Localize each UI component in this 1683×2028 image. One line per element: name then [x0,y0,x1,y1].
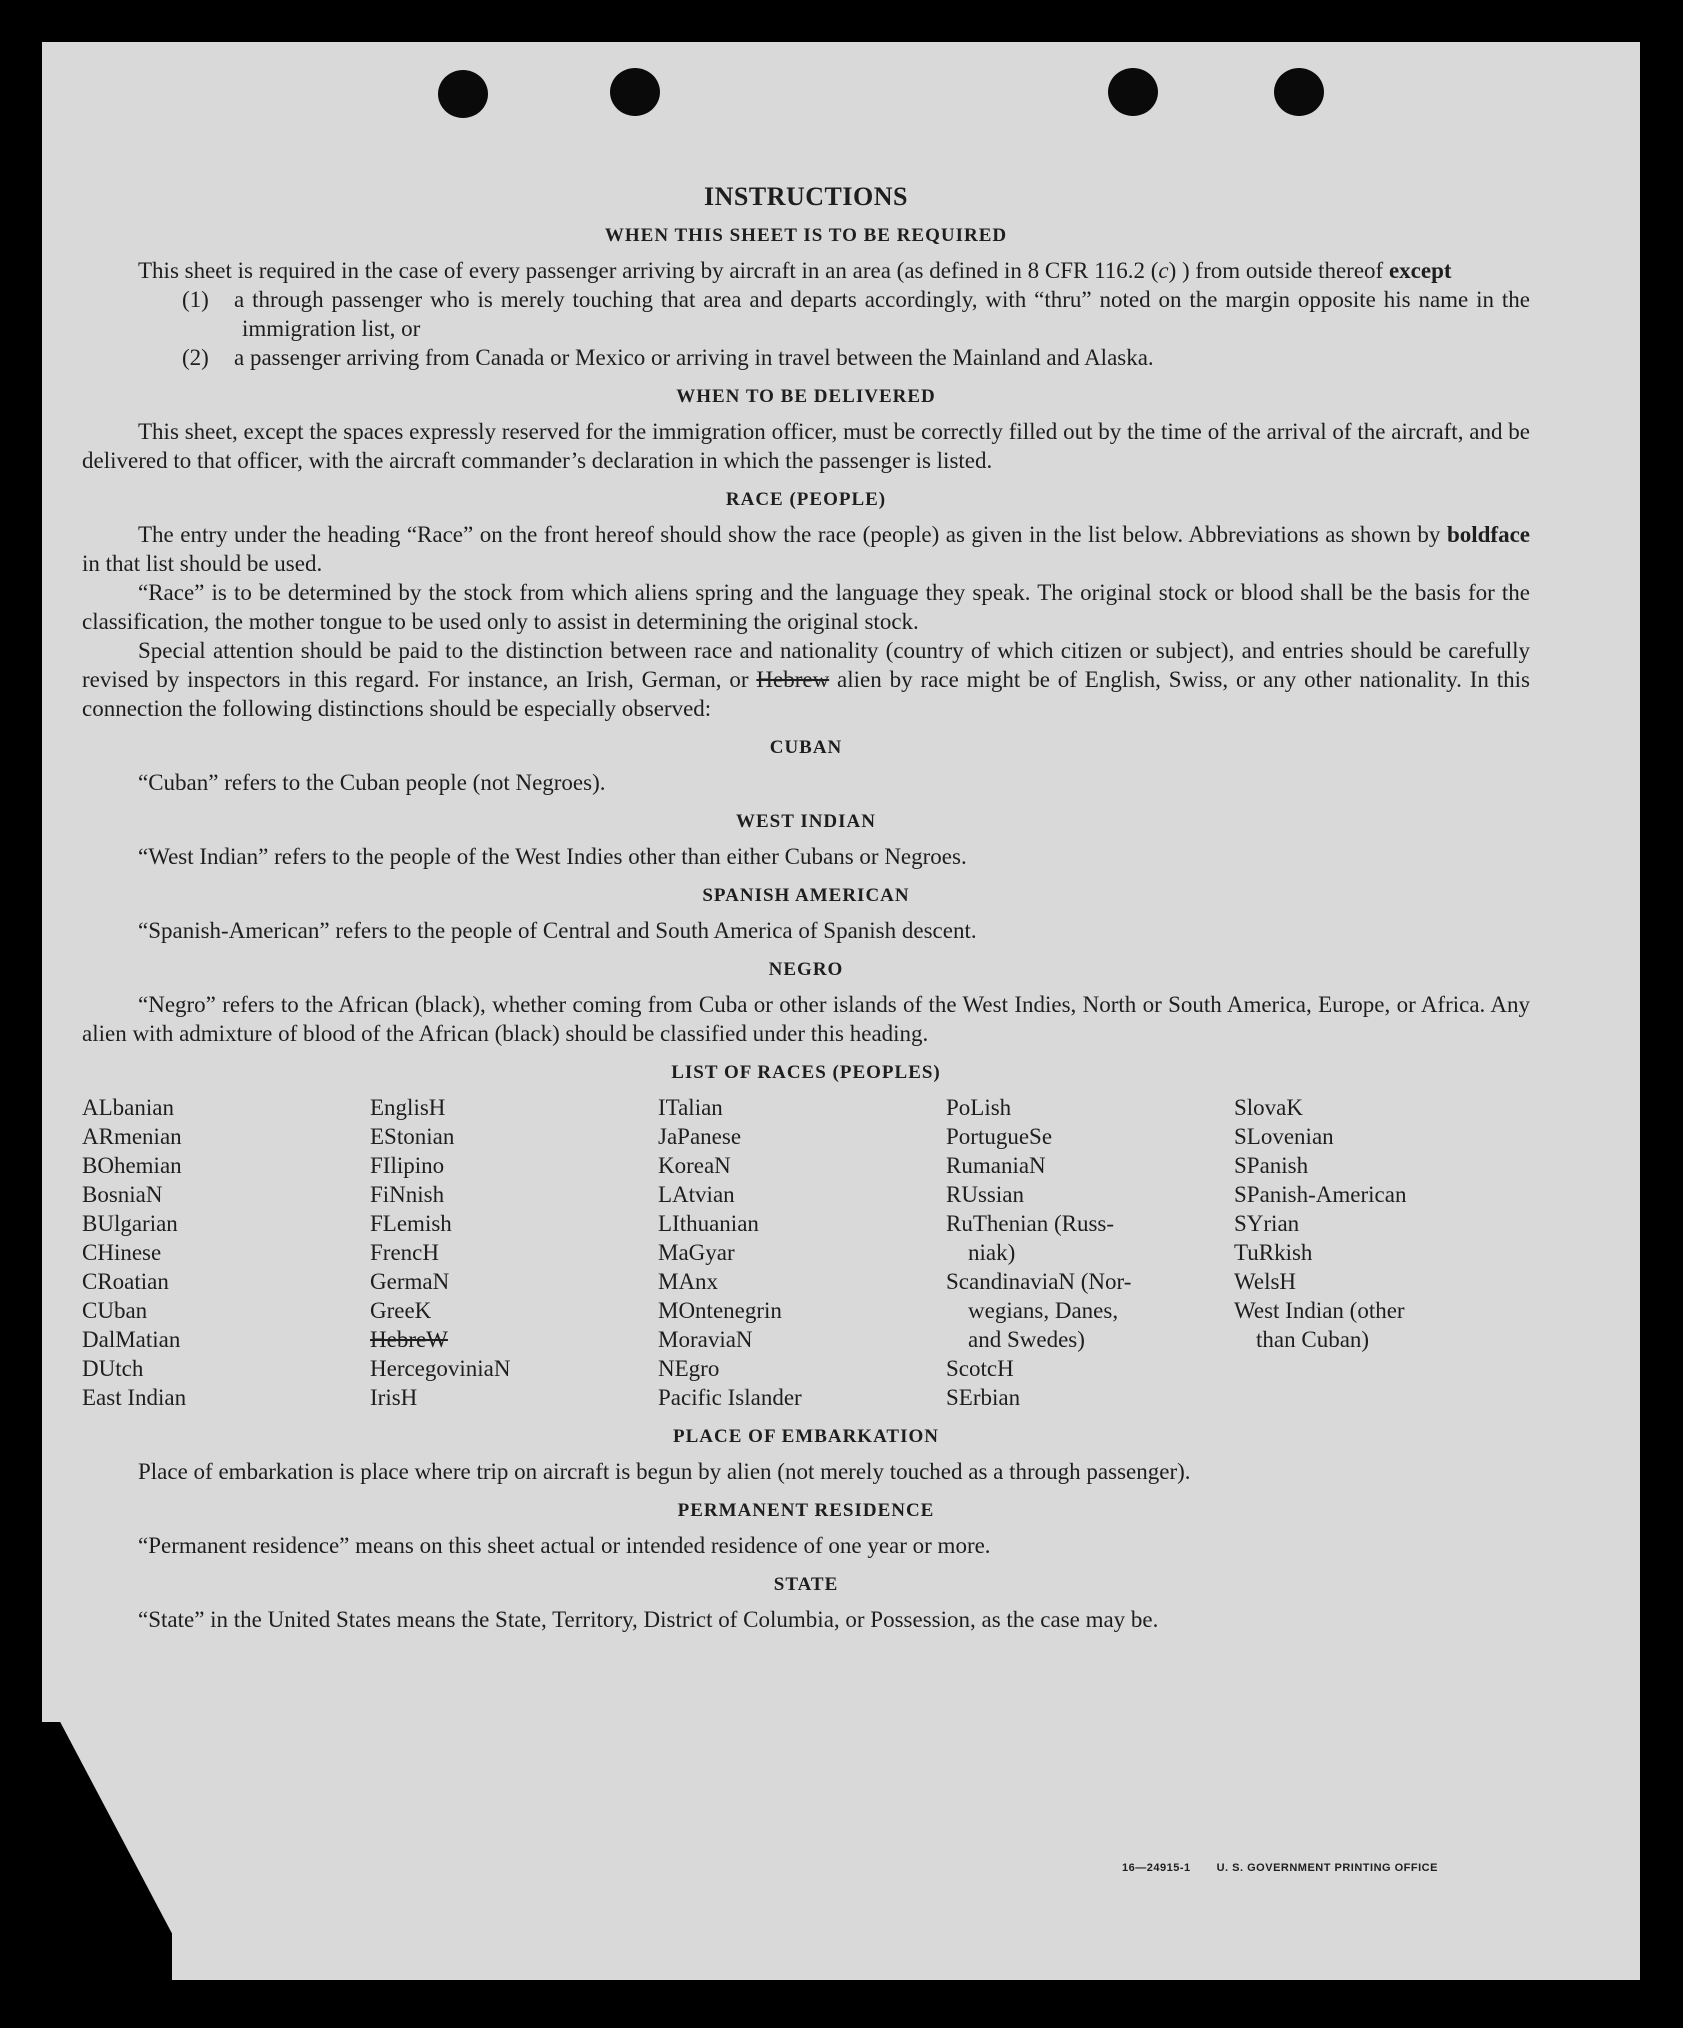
race-item: MaGyar [658,1240,735,1265]
race-item: CHinese [82,1240,162,1265]
race-item: LIthuanian [658,1211,759,1236]
document-page [42,42,1640,1980]
race-item: SPanish-American [1234,1182,1407,1207]
race-item: EStonian [370,1124,455,1149]
race-paragraph-1 [82,520,1530,578]
punch-hole [1108,68,1158,116]
race-item: ScotcH [946,1356,1014,1381]
race-item: GermaN [370,1269,450,1294]
struck-word: Hebrew [756,667,830,692]
race-column-2 [370,1093,658,1412]
heading-when-required: WHEN THIS SHEET IS TO BE REQUIRED [604,225,1008,246]
cuban-paragraph: “Cuban” refers to the Cuban people (not Negroes). [138,770,606,795]
heading-race: RACE (PEOPLE) [725,489,887,510]
race-item: and Swedes) [968,1327,1085,1352]
race-item: FIlipino [370,1153,445,1178]
race-item: GreeK [370,1298,432,1323]
item-number: (1) [182,287,209,312]
race-item: SPanish [1234,1153,1309,1178]
intro-text: This sheet is required in the case of every passenger arriving by aircraft in an area (as defined in 8 CFR 116.2 ( [138,258,1159,283]
race-item: LAtvian [658,1182,735,1207]
race-item: WelsH [1234,1269,1297,1294]
heading-residence: PERMANENT RESIDENCE [677,1500,935,1521]
race-item: ARmenian [82,1124,182,1149]
race-column-3 [658,1093,946,1412]
race-item: ALbanian [82,1095,174,1120]
race-item: RUssian [946,1182,1024,1207]
intro-subsection: c [1158,258,1169,283]
printer-imprint: U. S. GOVERNMENT PRINTING OFFICE [1216,1862,1438,1874]
embarkation-paragraph: Place of embarkation is place where trip on aircraft is begun by alien (not merely touched as a through passenger). [138,1459,1191,1484]
heading-negro: NEGRO [768,959,844,980]
race-item: PortugueSe [946,1124,1053,1149]
punch-hole [1274,68,1324,116]
race-item: RuThenian (Russ- [946,1211,1115,1236]
exception-item-1 [82,285,1530,343]
item-text: a passenger arriving from Canada or Mexico or arriving in travel between the Mainland and Alaska. [234,345,1154,370]
race-item: FLemish [370,1211,452,1236]
heading-list-of-races: LIST OF RACES (PEOPLES) [671,1062,941,1083]
torn-corner [42,1722,172,1980]
race-item: West Indian (other [1234,1298,1405,1323]
race-item: ScandinaviaN (Nor- [946,1269,1132,1294]
intro-except: except [1388,258,1452,283]
race-item: MOntenegrin [658,1298,782,1323]
instructions-content [82,182,1530,1634]
race-item: ITalian [658,1095,723,1120]
race-item: DalMatian [82,1327,181,1352]
race-item: SLovenian [1234,1124,1334,1149]
item-number: (2) [182,345,209,370]
race-item: BOhemian [82,1153,182,1178]
race-item: BUlgarian [82,1211,178,1236]
race-item: SlovaK [1234,1095,1303,1120]
race-list [82,1093,1530,1412]
race-item: MAnx [658,1269,719,1294]
race-item: FrencH [370,1240,439,1265]
item-text: a through passenger who is merely touching that area and departs accordingly, with “thru” noted on the margin opposite his name in the immigration list, or [234,287,1530,341]
west-indian-paragraph: “West Indian” refers to the people of the West Indies other than either Cubans or Negroes. [138,844,967,869]
punch-hole [438,70,488,118]
spanish-american-paragraph: “Spanish-American” refers to the people of Central and South America of Spanish descent. [138,918,977,943]
race-item: wegians, Danes, [968,1298,1119,1323]
heading-cuban: CUBAN [769,737,843,758]
race-item: HercegoviniaN [370,1356,511,1381]
race-item: CUban [82,1298,148,1323]
heading-embarkation: PLACE OF EMBARKATION [673,1426,939,1447]
race-item: BosniaN [82,1182,163,1207]
race-item: KoreaN [658,1153,731,1178]
race-p3-text-2: alien by race might be of English, Swiss, or any other nationality. In this connection the following distinctions should be especially observed: [82,667,1530,721]
heading-state: STATE [773,1574,839,1595]
heading-when-delivered: WHEN TO BE DELIVERED [676,386,936,407]
state-paragraph: “State” in the United States means the State, Territory, District of Columbia, or Possession, as the case may be. [138,1607,1159,1632]
race-p1-text: The entry under the heading “Race” on the front hereof should show the race (people) as given in the list below. Abbreviations as shown by [138,522,1447,547]
race-item: SErbian [946,1385,1021,1410]
race-item: FiNnish [370,1182,445,1207]
race-item: East Indian [82,1385,187,1410]
race-item: RumaniaN [946,1153,1046,1178]
race-column-5 [1234,1093,1530,1412]
heading-west-indian: WEST INDIAN [736,811,876,832]
race-item: TuRkish [1234,1240,1313,1265]
race-item: than Cuban) [1256,1327,1370,1352]
race-item: EnglisH [370,1095,446,1120]
page-title: INSTRUCTIONS [704,182,908,211]
race-p3-text: Special attention should be paid to the distinction between race and nationality (country of which citizen or subject), and entries should be carefully revised by inspectors in this regard. For instance, an Irish, German, or [82,638,1530,692]
form-number: 16—24915-1 [1122,1862,1191,1874]
intro-text-2: ) ) from outside thereof [1168,258,1389,283]
heading-spanish-american: SPANISH AMERICAN [702,885,910,906]
race-item: HebreW [370,1327,448,1352]
punch-hole [610,68,660,116]
race-paragraph-2: “Race” is to be determined by the stock from which aliens spring and the language they speak. The original stock or blood shall be the basis for the classification, the mother tongue to be used only to assist in determining the original stock. [82,580,1530,634]
race-item: NEgro [658,1356,720,1381]
race-item: CRoatian [82,1269,169,1294]
race-column-4 [946,1093,1234,1412]
race-item: SYrian [1234,1211,1300,1236]
race-item: PoLish [946,1095,1012,1120]
delivered-paragraph: This sheet, except the spaces expressly reserved for the immigration officer, must be correctly filled out by the time of the arrival of the aircraft, and be delivered to that officer, with the aircraft commander’s declaration in which the passenger is listed. [82,419,1530,473]
race-item: MoraviaN [658,1327,753,1352]
race-item: IrisH [370,1385,418,1410]
race-p1-bold: boldface [1446,522,1530,547]
residence-paragraph: “Permanent residence” means on this sheet actual or intended residence of one year or more. [138,1533,991,1558]
race-column-1 [82,1093,370,1412]
intro-paragraph [82,256,1530,285]
exception-item-2 [82,343,1530,372]
race-item: JaPanese [658,1124,742,1149]
negro-paragraph: “Negro” refers to the African (black), whether coming from Cuba or other islands of the West Indies, North or South America, Europe, or Africa. Any alien with admixture of blood of the African (black) should be classified under this heading. [82,992,1530,1046]
race-paragraph-3 [82,636,1530,723]
race-item: Pacific Islander [658,1385,802,1410]
race-p1-text-2: in that list should be used. [82,551,323,576]
race-item: niak) [968,1240,1016,1265]
race-item: DUtch [82,1356,144,1381]
print-code [1122,1862,1464,1874]
